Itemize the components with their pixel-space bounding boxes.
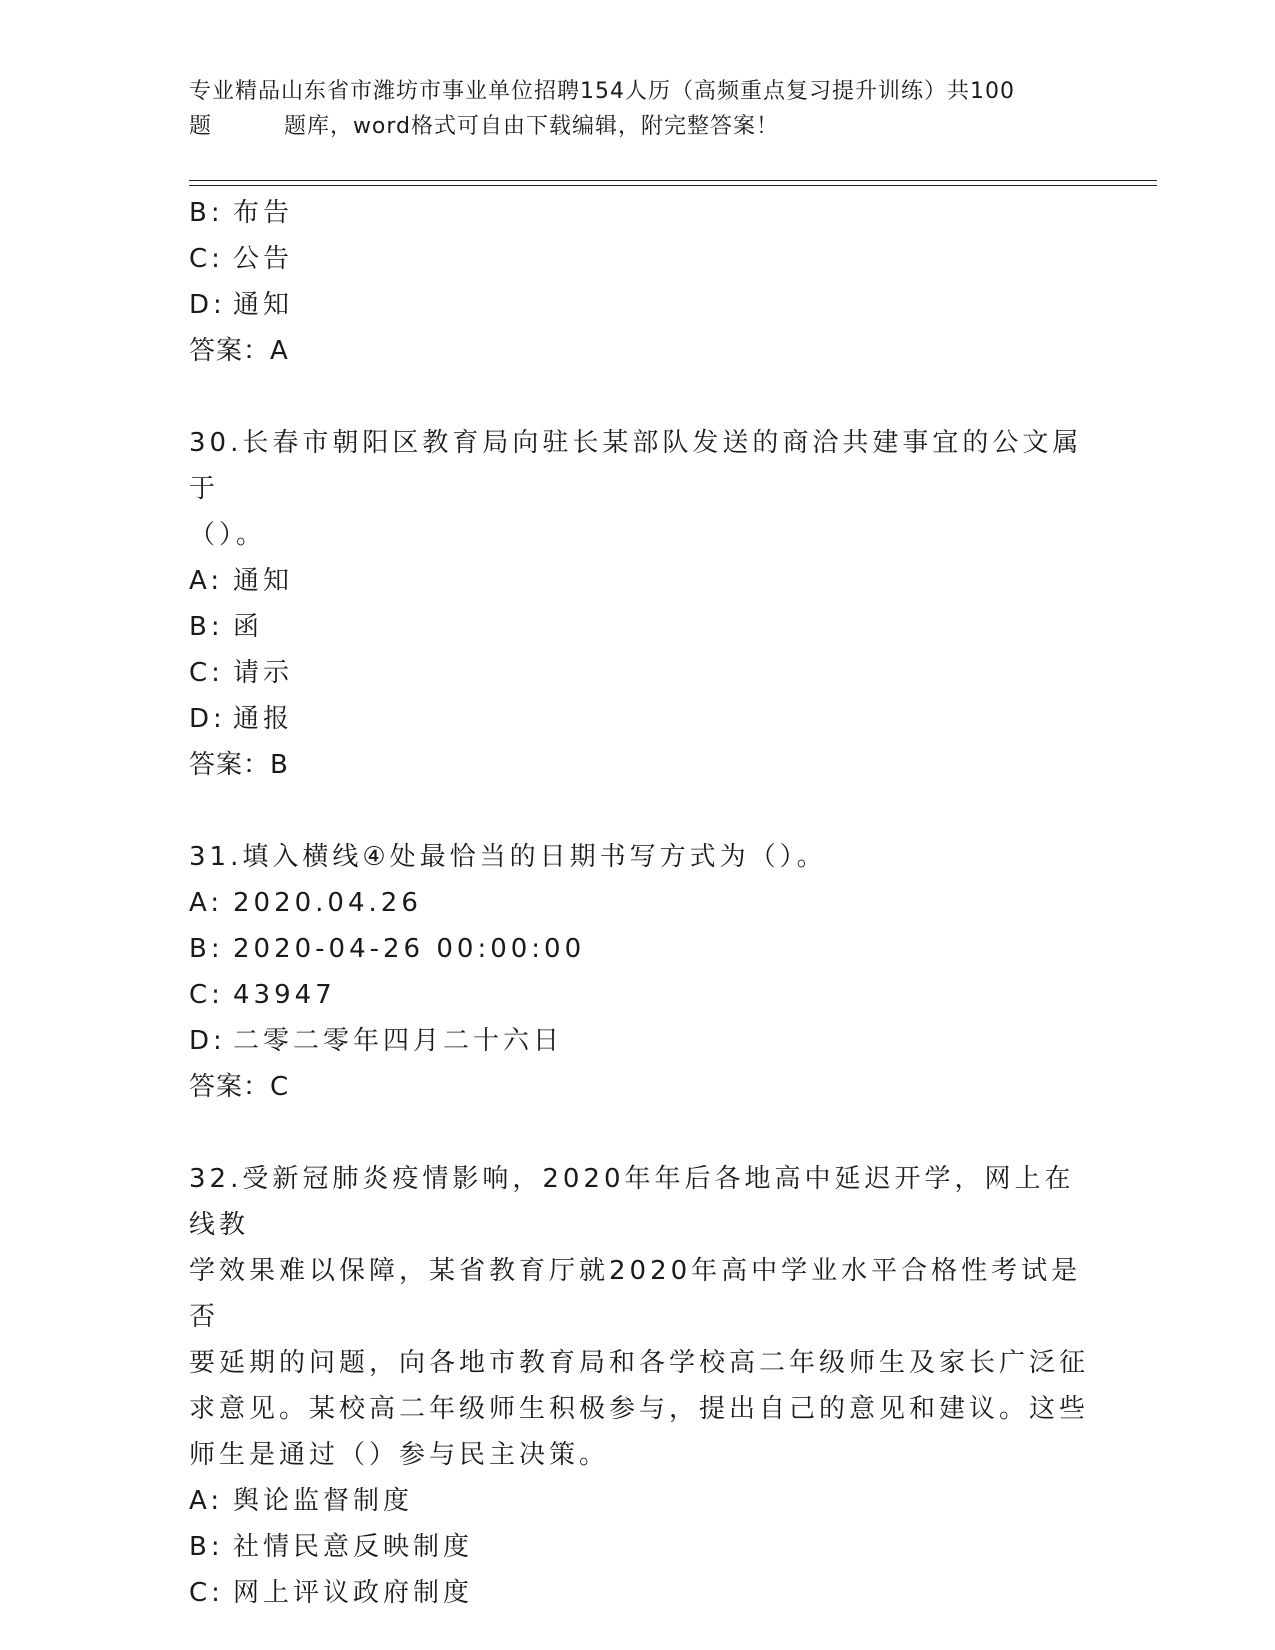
option-text: 请示: [233, 658, 294, 688]
option-text: 社情民意反映制度: [233, 1532, 474, 1562]
option-d: D: 二零二零年四月二十六日: [189, 1026, 564, 1056]
document-header: [189, 74, 1089, 144]
option-c: C: 43947: [189, 980, 336, 1010]
option-text: 43947: [233, 980, 336, 1010]
option-text: 通知: [233, 290, 294, 320]
header-title-line2: 题 题库，word格式可自由下载编辑，附完整答案！: [189, 114, 780, 139]
option-a: A: 舆论监督制度: [189, 1486, 414, 1516]
option-c: C: 公告: [189, 244, 294, 274]
option-c: C: 请示: [189, 658, 294, 688]
option-d: D: 通知: [189, 290, 294, 320]
option-text: 通知: [233, 566, 294, 596]
option-b: B: 布告: [189, 198, 294, 228]
option-text: 2020.04.26: [233, 888, 422, 918]
question-content: [189, 190, 1089, 1616]
option-b: B: 2020-04-26 00:00:00: [189, 934, 586, 964]
option-text: 2020-04-26 00:00:00: [233, 934, 586, 964]
answer-line: 答案：B: [189, 750, 289, 780]
answer-line: 答案：C: [189, 1072, 290, 1102]
question-31-stem: 31.填入横线④处最恰当的日期书写方式为（）。: [189, 842, 827, 872]
option-a: A: 2020.04.26: [189, 888, 422, 918]
option-a: A: 通知: [189, 566, 294, 596]
option-text: 舆论监督制度: [233, 1486, 414, 1516]
option-text: 函: [233, 612, 264, 642]
option-b: B: 社情民意反映制度: [189, 1532, 474, 1562]
option-text: 通报: [233, 704, 294, 734]
header-rule-bottom: [189, 185, 1157, 186]
question-32-stem: 32.受新冠肺炎疫情影响，2020年年后各地高中延迟开学，网上在线教 学效果难以保障，某省教育厅就2020年高中学业水平合格性考试是否 要延期的问题，向各地市教育局和各学校高二年级师生及家长广泛征 求意见。某校高二年级师生积极参与，提出自己的意见和建议。这些 师生是通过（）参与民主决策。: [189, 1164, 1090, 1470]
header-rule-top: [189, 180, 1157, 181]
option-text: 公告: [233, 244, 294, 274]
option-text: 布告: [233, 198, 294, 228]
header-title-line1: 专业精品山东省市潍坊市事业单位招聘154人历（高频重点复习提升训练）共100: [189, 79, 1015, 104]
option-text: 网上评议政府制度: [233, 1578, 474, 1608]
option-d: D: 通报: [189, 704, 294, 734]
option-c: C: 网上评议政府制度: [189, 1578, 474, 1608]
option-b: B: 函: [189, 612, 264, 642]
answer-line: 答案：A: [189, 336, 289, 366]
question-30-stem: 30.长春市朝阳区教育局向驻长某部队发送的商洽共建事宜的公文属于 （）。: [189, 428, 1083, 550]
option-text: 二零二零年四月二十六日: [233, 1026, 564, 1056]
